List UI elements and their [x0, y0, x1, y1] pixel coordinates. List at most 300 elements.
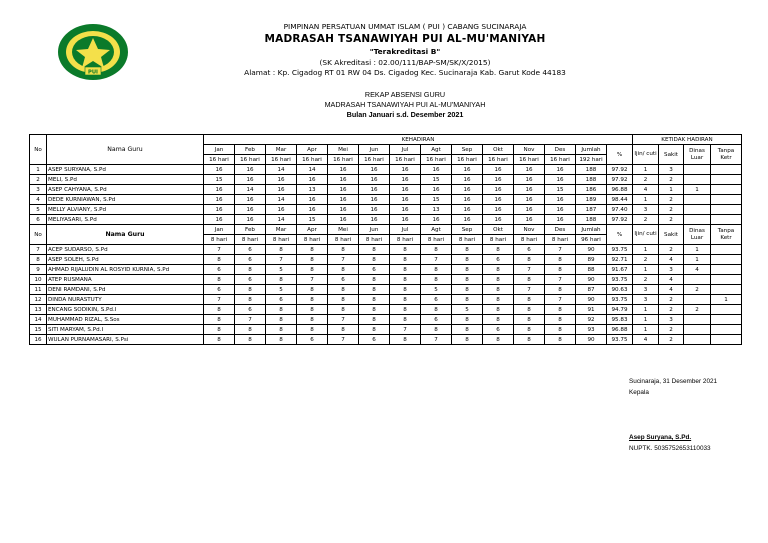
dinas-count: 2: [684, 305, 711, 315]
header-school-name: MADRASAH TSANAWIYAH PUI AL-MU'MANIYAH: [264, 33, 546, 45]
row-number: 9: [30, 265, 47, 275]
col-header-days: 8 hari: [545, 235, 576, 245]
month-attendance: 8: [483, 265, 514, 275]
month-attendance: 16: [266, 175, 297, 185]
month-attendance: 8: [235, 295, 266, 305]
month-attendance: 16: [204, 215, 235, 225]
month-attendance: 8: [390, 315, 421, 325]
col-header-month: Okt: [483, 225, 514, 235]
month-attendance: 8: [421, 265, 452, 275]
month-attendance: 16: [514, 175, 545, 185]
month-attendance: 15: [421, 175, 452, 185]
month-attendance: 8: [514, 255, 545, 265]
col-header-days: 16 hari: [545, 155, 576, 165]
sakit-count: 2: [659, 205, 684, 215]
attendance-percent: 96.88: [607, 325, 633, 335]
row-number: 8: [30, 255, 47, 265]
col-header-month: Feb: [235, 145, 266, 155]
month-attendance: 8: [390, 275, 421, 285]
tanpa-count: [711, 215, 742, 225]
teacher-name: ASEP CAHYANA, S.Pd: [47, 185, 204, 195]
col-header-month: Nov: [514, 225, 545, 235]
col-header-month: Sep: [452, 145, 483, 155]
month-attendance: 16: [514, 205, 545, 215]
ijin-count: 2: [633, 255, 659, 265]
month-attendance: 7: [204, 245, 235, 255]
month-attendance: 8: [452, 275, 483, 285]
tanpa-count: [711, 335, 742, 345]
month-attendance: 16: [328, 185, 359, 195]
teacher-name: ASEP SURYANA, S.Pd: [47, 165, 204, 175]
month-attendance: 7: [204, 295, 235, 305]
teacher-name: ENCANG SODIKIN, S.Pd.I: [47, 305, 204, 315]
month-attendance: 7: [545, 275, 576, 285]
ijin-count: 1: [633, 245, 659, 255]
col-header-month: Apr: [297, 225, 328, 235]
attendance-percent: 93.75: [607, 275, 633, 285]
month-attendance: 16: [483, 205, 514, 215]
tanpa-count: [711, 275, 742, 285]
sakit-count: 4: [659, 285, 684, 295]
col-header-name: Nama Guru: [47, 135, 204, 165]
report-school: MADRASAH TSANAWIYAH PUI AL-MU'MANIYAH: [324, 100, 486, 109]
month-attendance: 8: [452, 315, 483, 325]
month-attendance: 8: [204, 335, 235, 345]
month-attendance: 16: [204, 195, 235, 205]
col-header-days: 8 hari: [483, 235, 514, 245]
month-attendance: 8: [297, 305, 328, 315]
month-attendance: 7: [514, 285, 545, 295]
month-attendance: 15: [545, 185, 576, 195]
month-attendance: 15: [204, 175, 235, 185]
month-attendance: 8: [235, 285, 266, 295]
row-number: 14: [30, 315, 47, 325]
ijin-count: 1: [633, 195, 659, 205]
month-attendance: 16: [297, 175, 328, 185]
tanpa-count: [711, 165, 742, 175]
row-number: 16: [30, 335, 47, 345]
month-attendance: 8: [483, 275, 514, 285]
month-attendance: 14: [266, 215, 297, 225]
col-header-month: Jan: [204, 225, 235, 235]
signature-nuptk: NUPTK. 5035752653110033: [629, 445, 711, 452]
month-attendance: 8: [452, 325, 483, 335]
col-header-days: 8 hari: [235, 235, 266, 245]
dinas-count: [684, 215, 711, 225]
month-attendance: 16: [297, 205, 328, 215]
sakit-count: 3: [659, 315, 684, 325]
month-attendance: 8: [204, 305, 235, 315]
row-number: 7: [30, 245, 47, 255]
month-attendance: 6: [235, 305, 266, 315]
teacher-name: WULAN PURNAMASARI, S.Psi: [47, 335, 204, 345]
month-attendance: 8: [204, 275, 235, 285]
month-attendance: 8: [514, 335, 545, 345]
month-attendance: 7: [514, 265, 545, 275]
month-attendance: 8: [297, 315, 328, 325]
month-attendance: 8: [359, 315, 390, 325]
col-header-days: 8 hari: [390, 235, 421, 245]
col-header-days: 8 hari: [297, 235, 328, 245]
month-attendance: 6: [297, 335, 328, 345]
dinas-count: [684, 295, 711, 305]
col-header-days: 16 hari: [266, 155, 297, 165]
month-attendance: 8: [390, 255, 421, 265]
header-address: Alamat : Kp. Cigadog RT 01 RW 04 Ds. Cigadog Kec. Sucinaraja Kab. Garut Kode 44183: [244, 68, 566, 77]
month-attendance: 8: [390, 295, 421, 305]
header-organization: PIMPINAN PERSATUAN UMMAT ISLAM ( PUI ) CABANG SUCINARAJA: [283, 22, 527, 31]
dinas-count: [684, 325, 711, 335]
month-attendance: 14: [235, 185, 266, 195]
month-attendance: 16: [390, 185, 421, 195]
tanpa-count: 1: [711, 295, 742, 305]
col-header-days: 16 hari: [390, 155, 421, 165]
row-number: 12: [30, 295, 47, 305]
table-row: [30, 245, 742, 255]
month-attendance: 8: [390, 265, 421, 275]
table-row: [30, 315, 742, 325]
month-attendance: 8: [545, 305, 576, 315]
month-attendance: 16: [421, 215, 452, 225]
sakit-count: 2: [659, 325, 684, 335]
month-attendance: 6: [266, 295, 297, 305]
month-attendance: 8: [328, 245, 359, 255]
teacher-name: DENI RAMDANI, S.Pd: [47, 285, 204, 295]
table-row: [30, 265, 742, 275]
month-attendance: 16: [235, 215, 266, 225]
col-header-month: Mar: [266, 145, 297, 155]
month-attendance: 8: [266, 335, 297, 345]
month-attendance: 16: [514, 215, 545, 225]
attendance-percent: 97.92: [607, 215, 633, 225]
month-attendance: 8: [297, 285, 328, 295]
month-attendance: 5: [421, 285, 452, 295]
header-sk: (SK Akreditasi : 02.00/111/BAP-SM/SK/X/2015): [319, 58, 491, 67]
teacher-name: MELI, S.Pd: [47, 175, 204, 185]
dinas-count: [684, 205, 711, 215]
month-attendance: 16: [545, 215, 576, 225]
teacher-name: MELLY ALVIANY, S.Pd: [47, 205, 204, 215]
tanpa-count: [711, 245, 742, 255]
attendance-percent: 93.75: [607, 335, 633, 345]
month-attendance: 7: [545, 295, 576, 305]
month-attendance: 16: [297, 195, 328, 205]
col-header-days: 8 hari: [421, 235, 452, 245]
month-attendance: 8: [359, 285, 390, 295]
sakit-count: 2: [659, 245, 684, 255]
month-attendance: 7: [297, 275, 328, 285]
month-attendance: 7: [235, 315, 266, 325]
month-attendance: 8: [266, 325, 297, 335]
month-attendance: 6: [204, 285, 235, 295]
ijin-count: 1: [633, 265, 659, 275]
month-attendance: 8: [359, 255, 390, 265]
col-header-month: Mei: [328, 225, 359, 235]
attendance-total: 88: [576, 265, 607, 275]
month-attendance: 14: [297, 165, 328, 175]
month-attendance: 16: [545, 175, 576, 185]
month-attendance: 8: [204, 325, 235, 335]
col-header-days: 8 hari: [204, 235, 235, 245]
month-attendance: 8: [328, 325, 359, 335]
month-attendance: 16: [452, 175, 483, 185]
row-number: 11: [30, 285, 47, 295]
month-attendance: 6: [421, 315, 452, 325]
month-attendance: 7: [390, 325, 421, 335]
ijin-count: 2: [633, 215, 659, 225]
month-attendance: 8: [452, 285, 483, 295]
tanpa-count: [711, 185, 742, 195]
month-attendance: 16: [204, 165, 235, 175]
month-attendance: 16: [545, 205, 576, 215]
table-row: [30, 255, 742, 265]
month-attendance: 8: [514, 305, 545, 315]
attendance-total: 89: [576, 255, 607, 265]
month-attendance: 16: [483, 165, 514, 175]
row-number: 15: [30, 325, 47, 335]
ijin-count: 3: [633, 295, 659, 305]
table-row: [30, 275, 742, 285]
month-attendance: 16: [483, 215, 514, 225]
col-header-tanpa: Tanpa Ketr: [711, 145, 742, 165]
col-header-month: Des: [545, 145, 576, 155]
col-header-month: Jun: [359, 225, 390, 235]
month-attendance: 7: [421, 335, 452, 345]
table-row: [30, 285, 742, 295]
col-header-month: Agt: [421, 225, 452, 235]
month-attendance: 7: [266, 255, 297, 265]
month-attendance: 6: [235, 275, 266, 285]
ijin-count: 1: [633, 305, 659, 315]
month-attendance: 16: [452, 205, 483, 215]
col-header-total-days: 192 hari: [576, 155, 607, 165]
dinas-count: 1: [684, 185, 711, 195]
col-header-days: 16 hari: [452, 155, 483, 165]
month-attendance: 8: [514, 295, 545, 305]
month-attendance: 16: [483, 185, 514, 195]
month-attendance: 8: [359, 245, 390, 255]
attendance-total: 90: [576, 295, 607, 305]
attendance-percent: 97.40: [607, 205, 633, 215]
month-attendance: 8: [266, 305, 297, 315]
month-attendance: 16: [359, 215, 390, 225]
month-attendance: 16: [359, 165, 390, 175]
month-attendance: 8: [328, 305, 359, 315]
sakit-count: 2: [659, 215, 684, 225]
month-attendance: 6: [204, 265, 235, 275]
col-header-month: Jan: [204, 145, 235, 155]
tanpa-count: [711, 285, 742, 295]
month-attendance: 8: [421, 275, 452, 285]
col-header-month: Mar: [266, 225, 297, 235]
month-attendance: 16: [235, 165, 266, 175]
signature-role: Kepala: [629, 389, 649, 396]
col-header-month: Feb: [235, 225, 266, 235]
ijin-count: 3: [633, 285, 659, 295]
month-attendance: 16: [514, 185, 545, 195]
month-attendance: 5: [266, 285, 297, 295]
attendance-percent: 95.83: [607, 315, 633, 325]
month-attendance: 6: [421, 295, 452, 305]
teacher-name: MUHAMMAD RIZAL, S.Sos: [47, 315, 204, 325]
ijin-count: 2: [633, 175, 659, 185]
col-header-days: 8 hari: [328, 235, 359, 245]
tanpa-count: [711, 325, 742, 335]
teacher-name: DEDE KURNIAWAN, S.Pd: [47, 195, 204, 205]
month-attendance: 8: [483, 245, 514, 255]
col-header-days: 16 hari: [235, 155, 266, 165]
attendance-total: 188: [576, 175, 607, 185]
attendance-percent: 93.75: [607, 295, 633, 305]
col-header-days: 16 hari: [359, 155, 390, 165]
month-attendance: 16: [266, 205, 297, 215]
table-row: [30, 325, 742, 335]
month-attendance: 16: [235, 175, 266, 185]
month-attendance: 6: [359, 335, 390, 345]
col-header-month: Sep: [452, 225, 483, 235]
col-header-no: No: [30, 135, 47, 165]
attendance-total: 92: [576, 315, 607, 325]
dinas-count: [684, 315, 711, 325]
month-attendance: 16: [514, 165, 545, 175]
sakit-count: 2: [659, 305, 684, 315]
attendance-total: 87: [576, 285, 607, 295]
sakit-count: 3: [659, 265, 684, 275]
teacher-name: SITI MARYAM, S.Pd.I: [47, 325, 204, 335]
month-attendance: 16: [359, 175, 390, 185]
month-attendance: 8: [421, 245, 452, 255]
dinas-count: [684, 335, 711, 345]
col-header-days: 8 hari: [266, 235, 297, 245]
attendance-percent: 90.63: [607, 285, 633, 295]
col-header-sakit: Sakit: [659, 145, 684, 165]
month-attendance: 6: [328, 275, 359, 285]
col-header-days: 16 hari: [297, 155, 328, 165]
month-attendance: 16: [266, 185, 297, 195]
month-attendance: 8: [235, 325, 266, 335]
col-header-days: 16 hari: [204, 155, 235, 165]
table-row: [30, 185, 742, 195]
month-attendance: 8: [328, 265, 359, 275]
table-row: [30, 205, 742, 215]
teacher-name: ATEP RUSMANA: [47, 275, 204, 285]
month-attendance: 13: [297, 185, 328, 195]
col-header-month: Des: [545, 225, 576, 235]
month-attendance: 8: [359, 325, 390, 335]
month-attendance: 16: [483, 175, 514, 185]
ijin-count: 1: [633, 165, 659, 175]
table-row: [30, 305, 742, 315]
month-attendance: 8: [266, 245, 297, 255]
month-attendance: 7: [328, 335, 359, 345]
col-header-jumlah: Jumlah: [576, 145, 607, 155]
month-attendance: 8: [545, 265, 576, 275]
month-attendance: 8: [359, 275, 390, 285]
report-period: Bulan Januari s.d. Desember 2021: [346, 110, 464, 119]
month-attendance: 5: [452, 305, 483, 315]
month-attendance: 6: [235, 255, 266, 265]
month-attendance: 16: [545, 165, 576, 175]
col-header-kehadiran: KEHADIRAN: [204, 135, 633, 145]
table-row: [30, 335, 742, 345]
row-number: 6: [30, 215, 47, 225]
tanpa-count: [711, 255, 742, 265]
month-attendance: 16: [359, 195, 390, 205]
row-number: 3: [30, 185, 47, 195]
month-attendance: 16: [421, 185, 452, 195]
month-attendance: 8: [452, 265, 483, 275]
month-attendance: 8: [452, 335, 483, 345]
ijin-count: 4: [633, 335, 659, 345]
attendance-percent: 93.75: [607, 245, 633, 255]
month-attendance: 8: [235, 265, 266, 275]
attendance-percent: 98.44: [607, 195, 633, 205]
col-header-month: Mei: [328, 145, 359, 155]
attendance-total: 93: [576, 325, 607, 335]
month-attendance: 8: [297, 245, 328, 255]
table-row: [30, 175, 742, 185]
month-attendance: 15: [421, 195, 452, 205]
sakit-count: 2: [659, 295, 684, 305]
row-number: 10: [30, 275, 47, 285]
month-attendance: 8: [514, 325, 545, 335]
sakit-count: 1: [659, 185, 684, 195]
month-attendance: 8: [297, 255, 328, 265]
teacher-name: DINDA NURASTUTY: [47, 295, 204, 305]
attendance-total: 188: [576, 165, 607, 175]
attendance-total: 90: [576, 335, 607, 345]
month-attendance: 16: [359, 205, 390, 215]
row-number: 1: [30, 165, 47, 175]
table-row: [30, 195, 742, 205]
month-attendance: 8: [514, 275, 545, 285]
attendance-total: 90: [576, 275, 607, 285]
table-row: [30, 215, 742, 225]
attendance-table: [29, 134, 742, 345]
col-header-tanpa: Tanpa Ketr: [711, 225, 742, 245]
col-header-days: 8 hari: [514, 235, 545, 245]
month-attendance: 7: [421, 255, 452, 265]
month-attendance: 6: [483, 255, 514, 265]
month-attendance: 16: [452, 215, 483, 225]
row-number: 2: [30, 175, 47, 185]
dinas-count: [684, 195, 711, 205]
month-attendance: 16: [328, 165, 359, 175]
month-attendance: 8: [421, 305, 452, 315]
attendance-total: 189: [576, 195, 607, 205]
attendance-percent: 94.79: [607, 305, 633, 315]
col-header-ijin: Ijin/ cuti: [633, 145, 659, 165]
month-attendance: 8: [483, 305, 514, 315]
col-header-month: Apr: [297, 145, 328, 155]
teacher-name: ASEP SOLEH, S.Pd: [47, 255, 204, 265]
month-attendance: 16: [359, 185, 390, 195]
month-attendance: 16: [545, 195, 576, 205]
month-attendance: 8: [297, 325, 328, 335]
ijin-count: 1: [633, 315, 659, 325]
sakit-count: 2: [659, 195, 684, 205]
month-attendance: 8: [483, 285, 514, 295]
tanpa-count: [711, 305, 742, 315]
month-attendance: 8: [452, 295, 483, 305]
month-attendance: 15: [297, 215, 328, 225]
table-row: [30, 165, 742, 175]
month-attendance: 8: [390, 335, 421, 345]
month-attendance: 8: [545, 285, 576, 295]
month-attendance: 16: [204, 205, 235, 215]
col-header-percent: %: [607, 225, 633, 245]
month-attendance: 13: [421, 205, 452, 215]
